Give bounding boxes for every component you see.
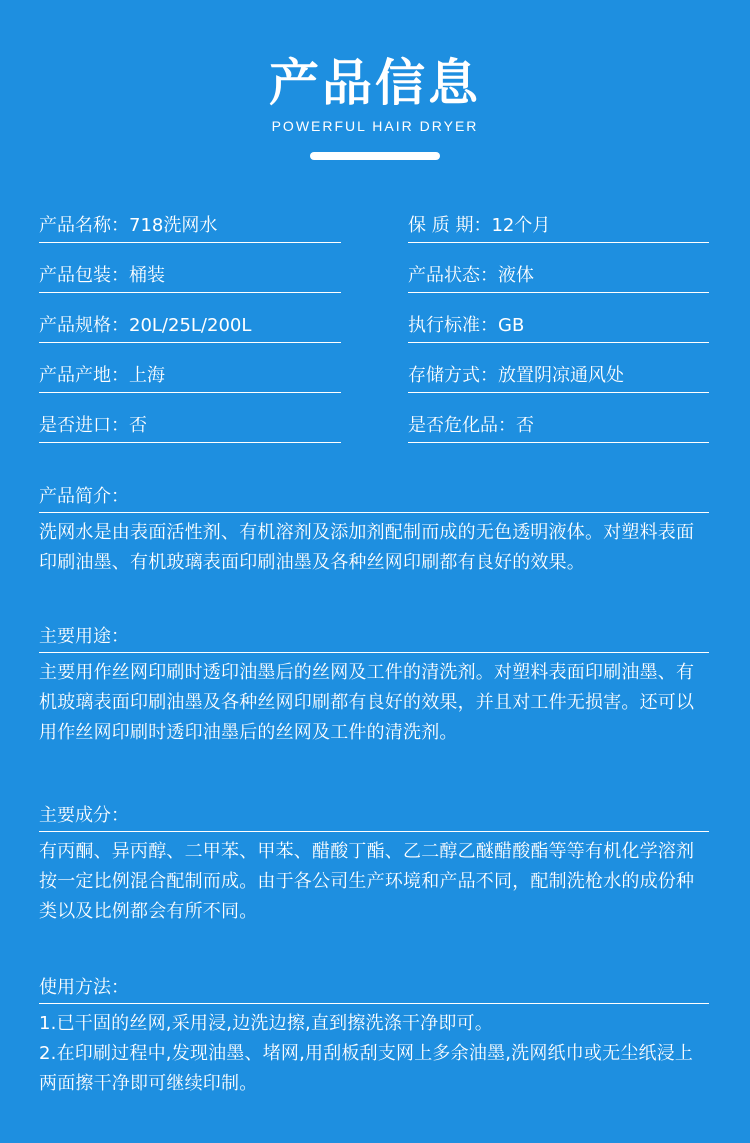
spec-row (39, 306, 709, 356)
spec-row (39, 406, 709, 456)
spec-row (39, 256, 709, 306)
spec-packaging: 产品包装：桶装 (39, 256, 341, 293)
page-subtitle: POWERFUL HAIR DRYER (271, 118, 479, 134)
section-heading: 主要用途： (39, 620, 709, 653)
section-usage (39, 620, 709, 748)
spec-shelf-life: 保 质 期：12个月 (408, 206, 709, 243)
section-ingredients (39, 799, 709, 927)
spec-hazardous: 是否危化品：否 (408, 406, 709, 443)
section-heading: 使用方法： (39, 971, 709, 1004)
spec-product-name: 产品名称：718洗网水 (39, 206, 341, 243)
spec-origin: 产品产地：上海 (39, 356, 341, 393)
spec-standard: 执行标准：GB (408, 306, 709, 343)
method-step: 2.在印刷过程中,发现油墨、堵网,用刮板刮支网上多余油墨,洗网纸巾或无尘纸浸上两面擦干净即可继续印制。 (39, 1043, 694, 1094)
section-heading: 主要成分： (39, 799, 709, 832)
section-body: 主要用作丝网印刷时透印油墨后的丝网及工件的清洗剂。对塑料表面印刷油墨、有机玻璃表面印刷油墨及各种丝网印刷都有良好的效果，并且对工件无损害。还可以用作丝网印刷时透印油墨后的丝网及工件的清洗剂。 (39, 662, 695, 743)
spec-imported: 是否进口：否 (39, 406, 341, 443)
section-body: 洗网水是由表面活性剂、有机溶剂及添加剂配制而成的无色透明液体。对塑料表面印刷油墨、有机玻璃表面印刷油墨及各种丝网印刷都有良好的效果。 (39, 522, 695, 573)
spec-row (39, 356, 709, 406)
method-step: 1.已干固的丝网,采用浸,边洗边擦,直到擦洗涤干净即可。 (39, 1013, 493, 1034)
spec-size: 产品规格：20L/25L/200L (39, 306, 341, 343)
spec-grid (39, 206, 709, 456)
section-body: 有丙酮、异丙醇、二甲苯、甲苯、醋酸丁酯、乙二醇乙醚醋酸酯等等有机化学溶剂按一定比例混合配制而成。由于各公司生产环境和产品不同，配制洗枪水的成份种类以及比例都会有所不同。 (39, 841, 695, 922)
section-body (39, 1009, 709, 1099)
section-intro (39, 480, 709, 578)
spec-state: 产品状态：液体 (408, 256, 709, 293)
title-block (0, 48, 750, 160)
spec-storage: 存储方式：放置阴凉通风处 (408, 356, 709, 393)
section-method (39, 971, 709, 1099)
title-underline-bar (310, 152, 440, 160)
spec-row (39, 206, 709, 256)
section-heading: 产品简介： (39, 480, 709, 513)
page-title: 产品信息 (269, 54, 481, 112)
